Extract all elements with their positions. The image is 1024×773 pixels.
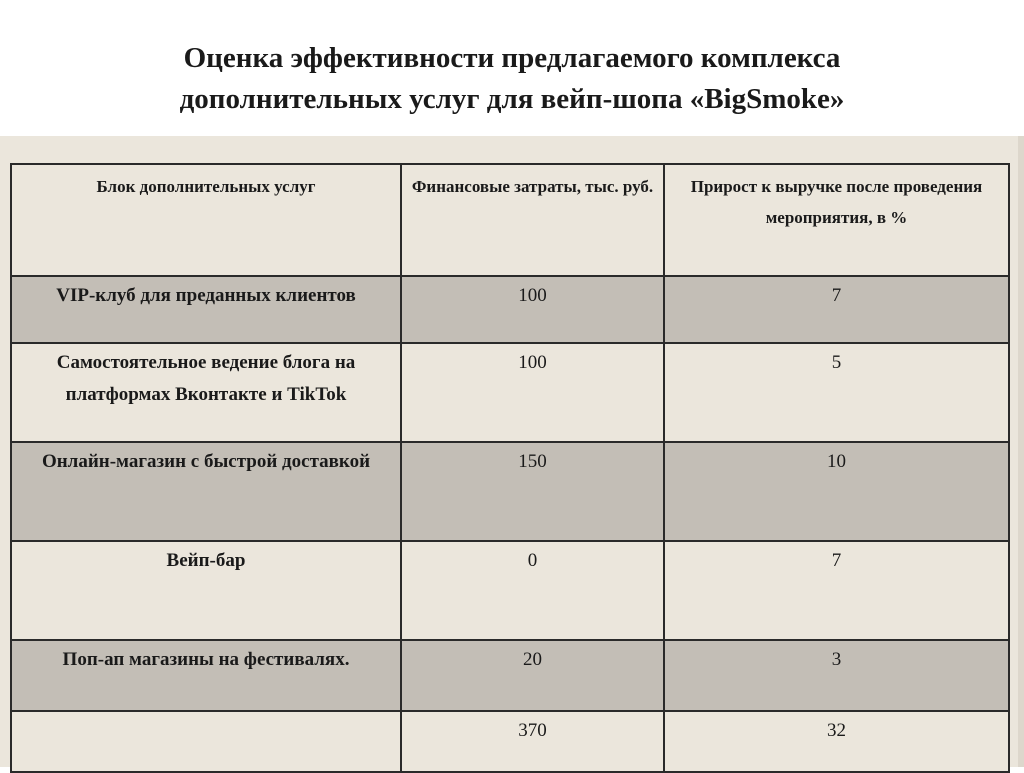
- side-strip: [1018, 136, 1024, 767]
- service-growth: 3: [664, 640, 1009, 711]
- table-row: [11, 276, 1009, 343]
- service-name: Онлайн-магазин с быстрой доставкой: [11, 442, 401, 541]
- total-label: [11, 711, 401, 772]
- table-total-row: [11, 711, 1009, 772]
- title-line-2: дополнительных услуг для вейп-шопа «BigSmoke»: [179, 83, 845, 115]
- service-cost: 100: [401, 343, 664, 442]
- service-cost: 0: [401, 541, 664, 640]
- total-growth: 32: [664, 711, 1009, 772]
- total-cost: 370: [401, 711, 664, 772]
- services-table: [10, 163, 1010, 773]
- table-row: [11, 343, 1009, 442]
- service-growth: 5: [664, 343, 1009, 442]
- service-name: Вейп-бар: [11, 541, 401, 640]
- service-name: VIP-клуб для преданных клиентов: [11, 276, 401, 343]
- service-cost: 20: [401, 640, 664, 711]
- table-header-row: [11, 164, 1009, 276]
- service-name: Поп-ап магазины на фестивалях.: [11, 640, 401, 711]
- header-financial-costs: Финансовые затраты, тыс. руб.: [401, 164, 664, 276]
- slide-title: [0, 38, 1024, 120]
- service-cost: 150: [401, 442, 664, 541]
- title-line-1: Оценка эффективности предлагаемого комплекса: [183, 42, 841, 74]
- service-growth: 7: [664, 276, 1009, 343]
- service-cost: 100: [401, 276, 664, 343]
- table-row: [11, 640, 1009, 711]
- service-name: Самостоятельное ведение блога на платформах Вконтакте и TikTok: [11, 343, 401, 442]
- service-growth: 7: [664, 541, 1009, 640]
- header-revenue-growth: Прирост к выручке после проведения мероприятия, в %: [664, 164, 1009, 276]
- table-row: [11, 442, 1009, 541]
- header-services-block: Блок дополнительных услуг: [11, 164, 401, 276]
- service-growth: 10: [664, 442, 1009, 541]
- table-row: [11, 541, 1009, 640]
